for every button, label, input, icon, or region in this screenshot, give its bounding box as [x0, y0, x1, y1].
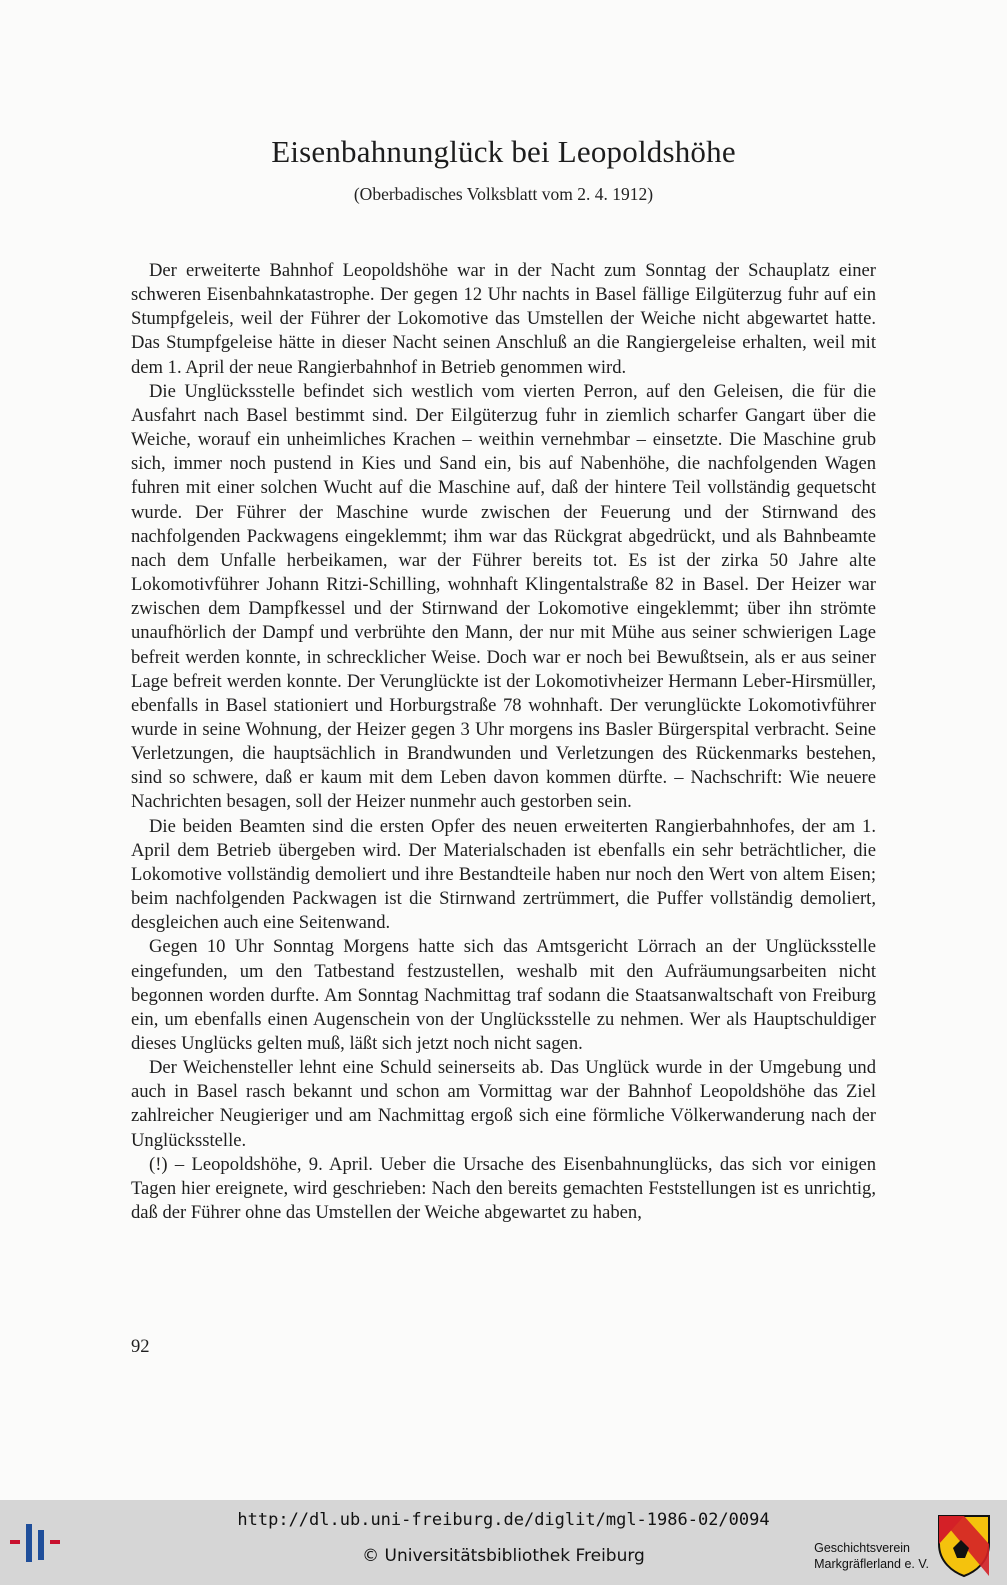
- society-line-1: Geschichtsverein: [814, 1541, 910, 1555]
- article-body: [131, 259, 876, 1225]
- paragraph: Die Unglücksstelle befindet sich westlich vom vierten Perron, auf den Geleisen, die für die Ausfahrt nach Basel bestimmt sind. Der Eilgüterzug fuhr in ziemlich scharfer Gangart über die Weiche, worauf ein unheimliches Krachen – weithin vernehmbar – einsetzte. Die Maschine grub sich, immer noch pustend in Kies und Sand ein, bis auf Nabenhöhe, die nachfolgenden Wagen fuhren mit einer solchen Wucht auf die Maschine auf, daß der hintere Teil vollständig gequetscht wurde. Der Führer der Maschine wurde zwischen der Feuerung und der Stirnwand des nachfolgenden Packwagens eingeklemmt; ihm war das Rückgrat abgedrückt, und als Bahnbeamte nach dem Unfalle herbeikamen, war der Führer bereits tot. Es ist der zirka 50 Jahre alte Lokomotivführer Johann Ritzi-Schilling, wohnhaft Klingentalstraße 82 in Basel. Der Heizer war zwischen dem Dampfkessel und der Stirnwand der Lokomotive eingeklemmt; über ihn strömte unaufhörlich der Dampf und verbrühte den Mann, der nur mit Mühe aus seiner schwierigen Lage befreit werden konnte, in schrecklicher Weise. Doch war er noch bei Bewußtsein, als er aus seiner Lage befreit werden konnte. Der Verunglückte ist der Lokomotivheizer Hermann Leber-Hirsmüller, ebenfalls in Basel stationiert und Horburgstraße 78 wohnhaft. Der verunglückte Lokomotivführer wurde in seine Wohnung, der Heizer gegen 3 Uhr morgens ins Basler Bürgerspital verbracht. Seine Verletzungen, die hauptsächlich in Brandwunden und Verletzungen des Rückenmarks bestehen, sind so schwere, daß er kaum mit dem Leben davon kommen dürfte. – Nachschrift: Wie neuere Nachrichten besagen, soll der Heizer nunmehr auch gestorben sein.: [131, 380, 876, 813]
- footer-bar: [0, 1500, 1007, 1585]
- paragraph: Der Weichensteller lehnt eine Schuld seinerseits ab. Das Unglück wurde in der Umgebung und auch in Basel rasch bekannt und schon am Vormittag war der Bahnhof Leopoldshöhe das Ziel zahlreicher Neugieriger und am Nachmittag ergoß sich eine förmliche Völkerwanderung nach der Unglücksstelle.: [131, 1057, 876, 1151]
- coat-of-arms-icon: [935, 1514, 993, 1578]
- society-line-2: Markgräflerland e. V.: [814, 1557, 929, 1571]
- article-title: Eisenbahnunglück bei Leopoldshöhe: [271, 134, 736, 169]
- page-number: 92: [131, 1336, 150, 1357]
- society-name: [814, 1540, 929, 1572]
- paragraph: (!) – Leopoldshöhe, 9. April. Ueber die Ursache des Eisenbahnunglücks, das sich vor einigen Tagen hier ereignete, wird geschrieben: Nach den bereits gemachten Feststellungen ist es unrichtig, daß der Führer ohne das Umstellen der Weiche abgewartet zu haben,: [131, 1153, 876, 1224]
- paragraph: Gegen 10 Uhr Sonntag Morgens hatte sich das Amtsgericht Lörrach an der Unglücksstelle eingefunden, um den Tatbestand festzustellen, weshalb mit den Aufräumungsarbeiten nicht begonnen worden durfte. Am Sonntag Nachmittag traf sodann die Staatsanwaltschaft von Freiburg ein, um ebenfalls einen Augenschein von der Unglücksstelle zu nehmen. Wer als Hauptschuldiger dieses Unglücks gelten muß, läßt sich jetzt noch nicht sagen.: [131, 936, 876, 1054]
- footer-url-link[interactable]: http://dl.ub.uni-freiburg.de/diglit/mgl-1986-02/0094: [237, 1510, 770, 1530]
- footer-copyright: © Universitätsbibliothek Freiburg: [362, 1546, 645, 1566]
- article-source: (Oberbadisches Volksblatt vom 2. 4. 1912): [353, 184, 654, 204]
- paragraph: Die beiden Beamten sind die ersten Opfer des neuen erweiterten Rangierbahnhofes, der am 1. April dem Betrieb übergeben wird. Der Materialschaden ist ebenfalls ein sehr beträchtlicher, die Lokomotive vollständig demoliert und ihre Bestandteile haben nur noch den Wert von altem Eisen; beim nachfolgenden Packwagen ist die Stirnwand zertrümmert, die Puffer vollständig demoliert, desgleichen auch eine Seitenwand.: [131, 815, 876, 934]
- paragraph: Der erweiterte Bahnhof Leopoldshöhe war in der Nacht zum Sonntag der Schauplatz einer schweren Eisenbahnkatastrophe. Der gegen 12 Uhr nachts in Basel fällige Eilgüterzug fuhr auf ein Stumpfgeleis, weil der Führer der Lokomotive das Umstellen der Weiche nicht abgewartet hatte. Das Stumpfgeleise hätte in dieser Nacht seinen Anschluß an die Rangiergeleise erhalten, weil mit dem 1. April der neue Rangierbahnhof in Betrieb genommen wird.: [131, 260, 876, 378]
